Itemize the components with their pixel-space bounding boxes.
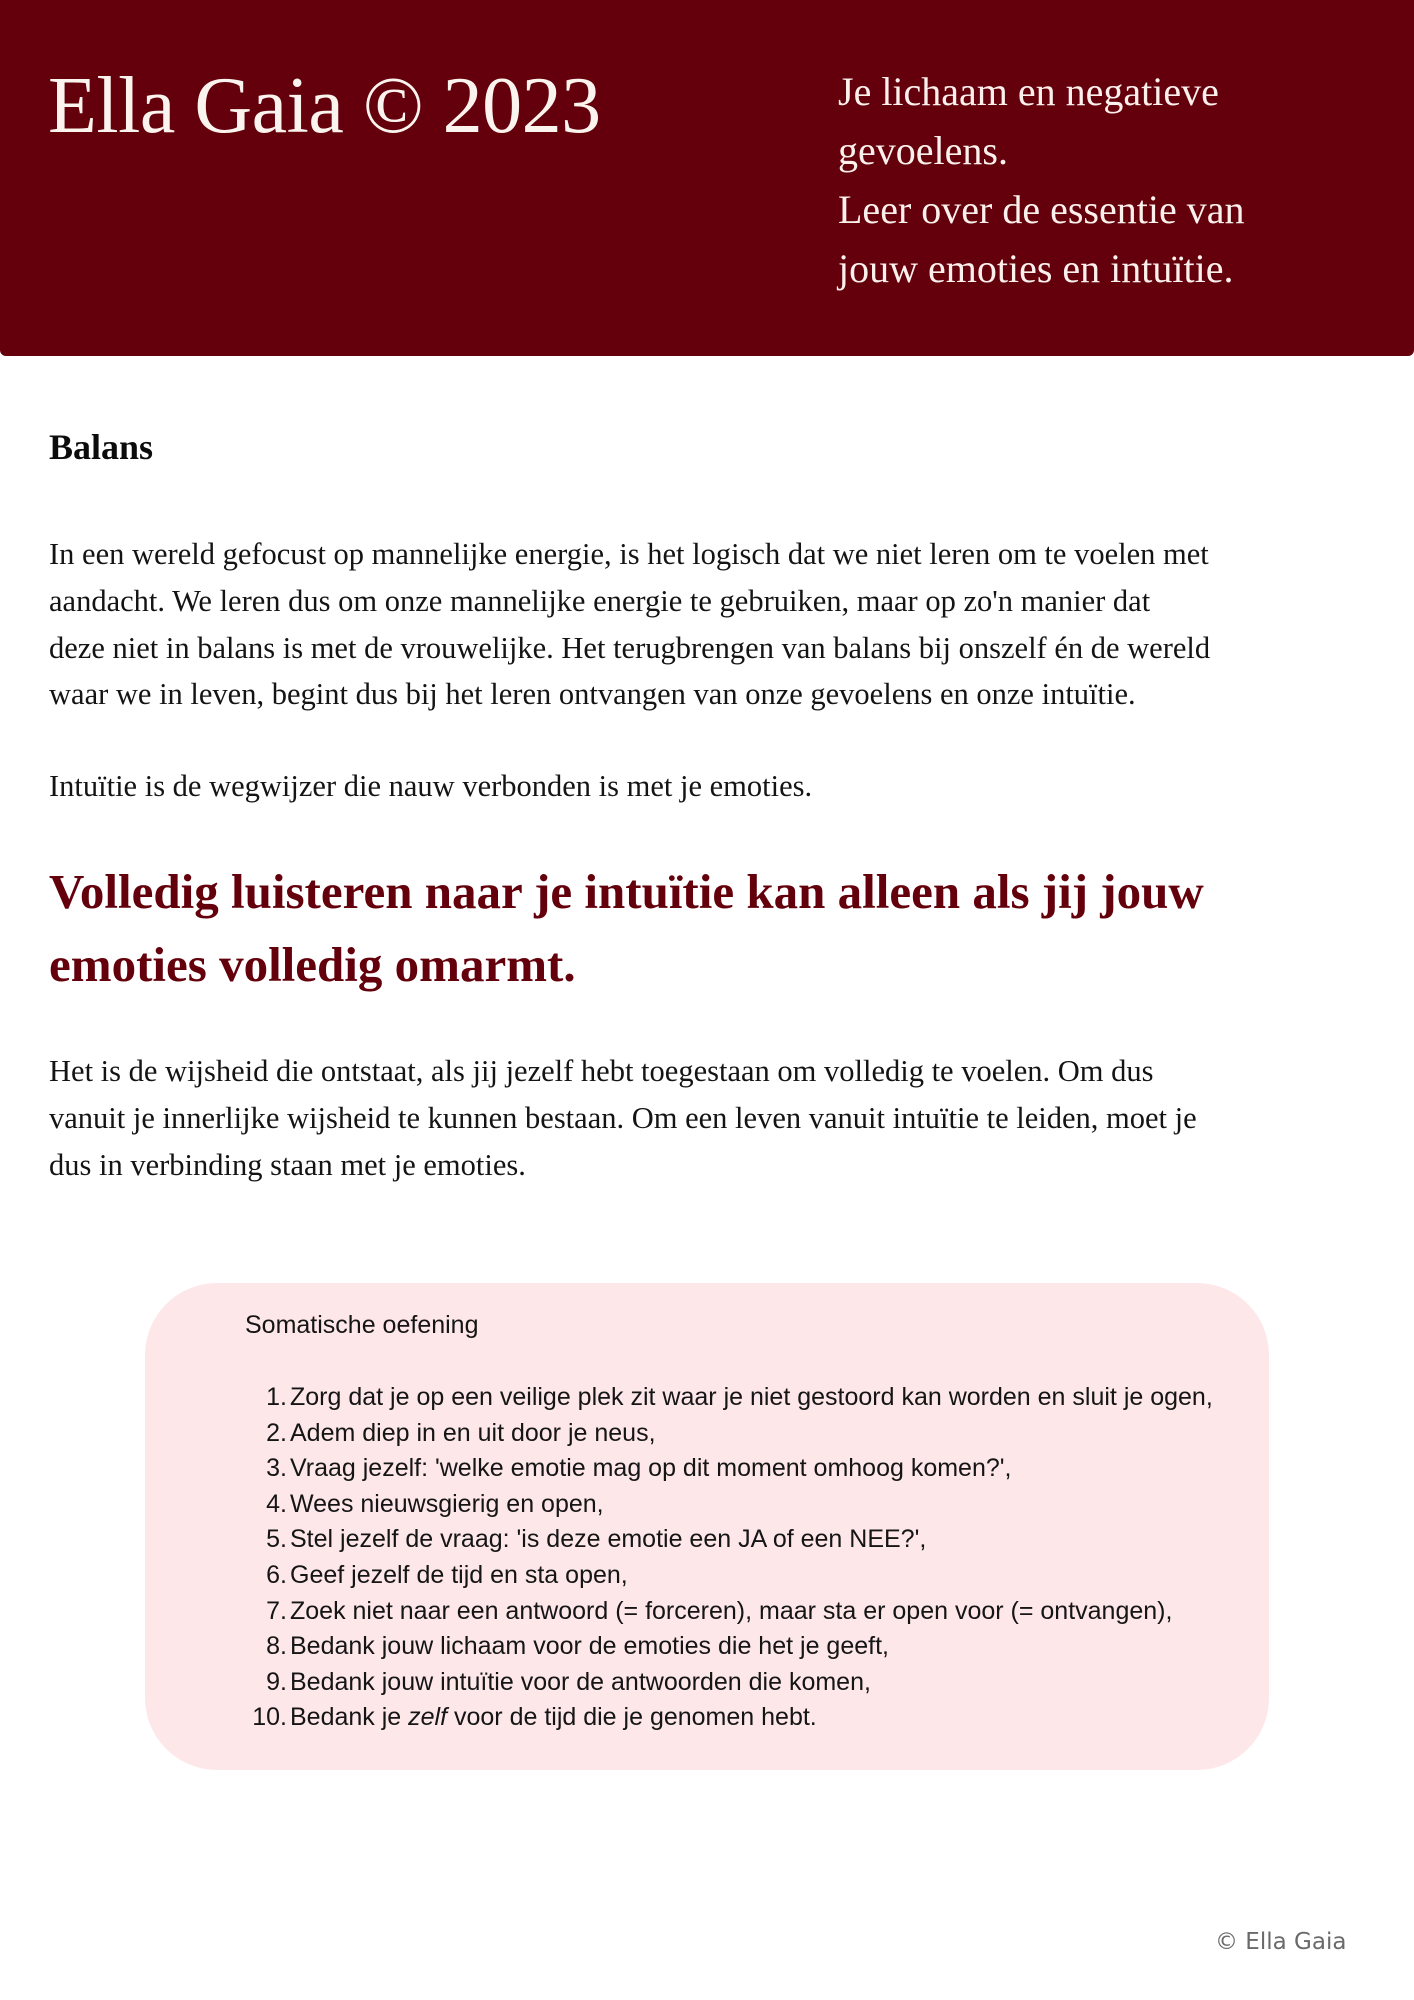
paragraph-line: In een wereld gefocust op mannelijke energie, is het logisch dat we niet leren om te voelen met [49, 537, 1209, 571]
exercise-box [145, 1283, 1269, 1770]
tagline-line: jouw emoties en intuïtie. [838, 246, 1234, 291]
paragraph-line: deze niet in balans is met de vrouwelijke. Het terugbrengen van balans bij onszelf én de wereld [49, 630, 1211, 665]
item-text-italic: zelf [408, 1703, 448, 1732]
list-item [145, 1665, 1213, 1701]
list-item [145, 1522, 1213, 1558]
item-text: Zorg dat je op een veilige plek zit waar je niet gestoord kan worden en sluit je ogen, [290, 1383, 1213, 1411]
item-text: Bedank jouw lichaam voor de emoties die het je geeft, [290, 1632, 889, 1661]
exercise-title: Somatische oefening [245, 1311, 479, 1339]
item-text: Zoek niet naar een antwoord (= forceren), maar sta er open voor (= ontvangen), [290, 1596, 1173, 1625]
tagline-line: Leer over de essentie van [838, 187, 1245, 232]
tagline [838, 62, 1378, 298]
paragraph-line: Intuïtie is de wegwijzer die nauw verbonden is met je emoties. [49, 769, 813, 803]
item-number: 2. [266, 1418, 287, 1447]
brand-title: Ella Gaia © 2023 [48, 62, 601, 150]
list-item [145, 1558, 1213, 1594]
item-number: 10. [252, 1703, 287, 1732]
intuition-paragraph [49, 763, 1389, 810]
paragraph-line: aandacht. We leren dus om onze mannelijke energie te gebruiken, maar op zo'n manier dat [49, 583, 1151, 618]
highlight-quote [49, 855, 1204, 1001]
item-text: Adem diep in en uit door je neus, [290, 1418, 656, 1447]
item-text: Bedank jouw intuïtie voor de antwoorden die komen, [290, 1667, 871, 1696]
tagline-line: Je lichaam en negatieve [838, 69, 1219, 114]
item-number: 9. [266, 1667, 287, 1696]
footer-copyright: © Ella Gaia [1215, 1929, 1347, 1955]
item-text [290, 1703, 817, 1731]
item-number: 7. [266, 1596, 287, 1625]
item-text-before: Bedank je [290, 1703, 409, 1732]
list-item [145, 1487, 1213, 1523]
item-number: 3. [266, 1454, 287, 1483]
highlight-line: emoties volledig omarmt. [49, 937, 576, 992]
intro-paragraph [49, 531, 1389, 718]
wisdom-paragraph [49, 1048, 1389, 1188]
item-number: 8. [266, 1632, 287, 1661]
item-text-after: voor de tijd die je genomen hebt. [447, 1703, 817, 1732]
paragraph-line: waar we in leven, begint dus bij het leren ontvangen van onze gevoelens en onze intuïtie. [49, 677, 1136, 712]
item-text: Vraag jezelf: 'welke emotie mag op dit moment omhoog komen?', [290, 1454, 1012, 1483]
list-item [145, 1416, 1213, 1452]
paragraph-line: vanuit je innerlijke wijsheid te kunnen bestaan. Om een leven vanuit intuïtie te leiden, moet je [49, 1100, 1197, 1135]
item-number: 6. [266, 1560, 287, 1589]
list-item [145, 1594, 1213, 1630]
item-text: Wees nieuwsgierig en open, [290, 1489, 604, 1518]
item-number: 5. [266, 1525, 287, 1554]
paragraph-line: dus in verbinding staan met je emoties. [49, 1147, 526, 1182]
tagline-line: gevoelens. [838, 128, 1008, 173]
item-number: 1. [266, 1383, 287, 1411]
paragraph-line: Het is de wijsheid die ontstaat, als jij jezelf hebt toegestaan om volledig te voelen. Om dus [49, 1054, 1154, 1088]
item-text: Geef jezelf de tijd en sta open, [290, 1560, 628, 1589]
header-banner [0, 0, 1414, 356]
list-item [145, 1629, 1213, 1665]
exercise-list [145, 1380, 1213, 1736]
list-item [145, 1700, 1213, 1736]
item-text: Stel jezelf de vraag: 'is deze emotie een JA of een NEE?', [290, 1525, 927, 1554]
item-number: 4. [266, 1489, 287, 1518]
highlight-line: Volledig luisteren naar je intuïtie kan alleen als jij jouw [49, 864, 1204, 919]
section-heading: Balans [49, 427, 154, 467]
list-item [145, 1451, 1213, 1487]
list-item [145, 1380, 1213, 1416]
